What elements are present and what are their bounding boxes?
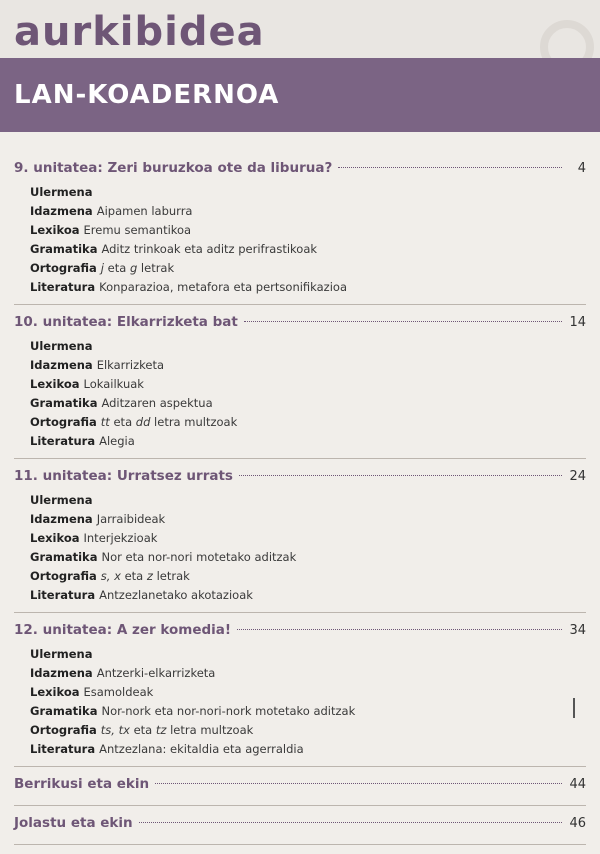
subitem-value: Nor-nork eta nor-nori-nork motetako aditzak — [101, 704, 356, 718]
toc-page-number: 14 — [569, 315, 586, 330]
toc-entry-label: 10. unitatea: Elkarrizketa bat — [14, 314, 238, 330]
subitem-value: Nor eta nor-nori motetako aditzak — [101, 550, 297, 564]
subitem-key: Idazmena — [30, 666, 93, 680]
subitem-key: Ulermena — [30, 339, 93, 353]
subitem-value: Antzerki-elkarrizketa — [96, 666, 216, 680]
subitem-value: Alegia — [99, 434, 135, 448]
dot-leader — [237, 629, 562, 630]
toc-entry[interactable] — [14, 160, 586, 182]
subitem-key: Ulermena — [30, 647, 93, 661]
toc-subitem — [30, 394, 586, 413]
toc-entry[interactable] — [14, 622, 586, 644]
toc-unit-9 — [14, 160, 586, 305]
subitem-value: j eta g letrak — [100, 261, 175, 275]
subitem-key: Literatura — [30, 280, 96, 294]
table-of-contents — [14, 160, 586, 854]
subitem-key: Literatura — [30, 742, 96, 756]
toc-extra-review — [14, 776, 586, 806]
toc-subitems — [14, 645, 586, 759]
toc-entry[interactable] — [14, 776, 586, 798]
toc-unit-12 — [14, 622, 586, 767]
toc-subitem — [30, 510, 586, 529]
subitem-value: Antzezlanetako akotazioak — [99, 588, 253, 602]
divider — [14, 612, 586, 613]
toc-page-number: 46 — [569, 816, 586, 831]
dot-leader — [244, 321, 562, 322]
subitem-key: Gramatika — [30, 704, 98, 718]
subitem-value: ts, tx eta tz letra multzoak — [100, 723, 254, 737]
subitem-value: s, x eta z letrak — [100, 569, 190, 583]
subitem-value: Aditzaren aspektua — [101, 396, 213, 410]
toc-entry-label: Berrikusi eta ekin — [14, 776, 150, 792]
subitem-key: Idazmena — [30, 204, 93, 218]
toc-subitem — [30, 567, 586, 586]
subitem-value: tt eta dd letra multzoak — [100, 415, 238, 429]
subitem-value: Eremu semantikoa — [83, 223, 192, 237]
toc-extra-play — [14, 815, 586, 845]
subitem-key: Ortografia — [30, 723, 97, 737]
subitem-value: Konparazioa, metafora eta pertsonifikazioa — [99, 280, 347, 294]
section-title: LAN-KOADERNOA — [14, 80, 280, 110]
dot-leader — [155, 783, 562, 784]
toc-subitems — [14, 337, 586, 451]
toc-page-number: 4 — [577, 161, 586, 176]
subitem-key: Lexikoa — [30, 531, 80, 545]
toc-subitem — [30, 259, 586, 278]
toc-page-number: 24 — [569, 469, 586, 484]
divider — [14, 766, 586, 767]
subitem-key: Ortografia — [30, 415, 97, 429]
toc-subitem — [30, 529, 586, 548]
subitem-key: Gramatika — [30, 396, 98, 410]
toc-subitem — [30, 413, 586, 432]
toc-subitem — [30, 240, 586, 259]
toc-subitem — [30, 548, 586, 567]
subitem-value: Elkarrizketa — [96, 358, 165, 372]
toc-subitem — [30, 183, 586, 202]
toc-subitem — [30, 432, 586, 451]
toc-page-number: 44 — [569, 777, 586, 792]
toc-unit-10 — [14, 314, 586, 459]
toc-subitem — [30, 375, 586, 394]
subitem-value: Lokailkuak — [83, 377, 144, 391]
subitem-key: Ulermena — [30, 185, 93, 199]
subitem-key: Gramatika — [30, 242, 98, 256]
toc-subitem — [30, 702, 586, 721]
dot-leader — [139, 822, 562, 823]
divider — [14, 805, 586, 806]
subitem-key: Ortografia — [30, 261, 97, 275]
toc-entry[interactable] — [14, 815, 586, 837]
subitem-value: Esamoldeak — [83, 685, 154, 699]
toc-entry-label: 12. unitatea: A zer komedia! — [14, 622, 232, 638]
toc-subitem — [30, 202, 586, 221]
subitem-value: Interjekzioak — [83, 531, 158, 545]
subitem-value: Aditz trinkoak eta aditz perifrastikoak — [101, 242, 318, 256]
toc-subitem — [30, 664, 586, 683]
subitem-key: Ulermena — [30, 493, 93, 507]
toc-subitem — [30, 491, 586, 510]
toc-subitem — [30, 683, 586, 702]
subitem-key: Idazmena — [30, 358, 93, 372]
subitem-key: Lexikoa — [30, 685, 80, 699]
toc-subitem — [30, 740, 586, 759]
toc-subitem — [30, 278, 586, 297]
toc-subitem — [30, 221, 586, 240]
subitem-key: Lexikoa — [30, 377, 80, 391]
page-title: aurkibidea — [14, 9, 265, 55]
divider — [14, 458, 586, 459]
subitem-key: Literatura — [30, 588, 96, 602]
subitem-key: Literatura — [30, 434, 96, 448]
page-edge-mark — [573, 698, 575, 718]
subitem-key: Idazmena — [30, 512, 93, 526]
toc-entry-label: 9. unitatea: Zeri buruzkoa ote da liburua? — [14, 160, 333, 176]
toc-subitem — [30, 586, 586, 605]
toc-entry-label: 11. unitatea: Urratsez urrats — [14, 468, 233, 484]
divider — [14, 304, 586, 305]
subitem-value: Aipamen laburra — [96, 204, 193, 218]
toc-subitem — [30, 645, 586, 664]
toc-page-number: 34 — [569, 623, 586, 638]
toc-subitems — [14, 491, 586, 605]
subitem-value: Antzezlana: ekitaldia eta agerraldia — [99, 742, 304, 756]
subitem-key: Lexikoa — [30, 223, 80, 237]
toc-subitems — [14, 183, 586, 297]
subitem-value: Jarraibideak — [96, 512, 166, 526]
subitem-key: Ortografia — [30, 569, 97, 583]
toc-subitem — [30, 337, 586, 356]
toc-entry[interactable] — [14, 468, 586, 490]
toc-unit-11 — [14, 468, 586, 613]
toc-subitem — [30, 721, 586, 740]
subitem-key: Gramatika — [30, 550, 98, 564]
dot-leader — [239, 475, 562, 476]
dot-leader — [338, 167, 562, 168]
toc-subitem — [30, 356, 586, 375]
toc-entry-label: Jolastu eta ekin — [14, 815, 133, 831]
divider — [14, 844, 586, 845]
toc-entry[interactable] — [14, 314, 586, 336]
